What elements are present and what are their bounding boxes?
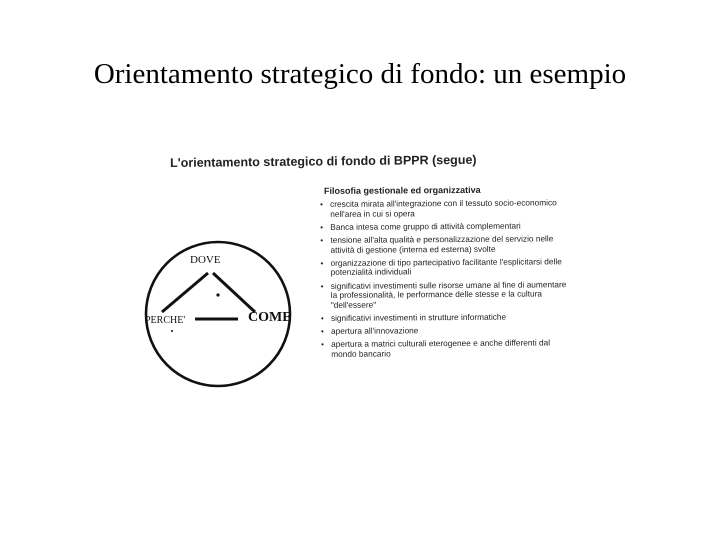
list-item: • crescita mirata all'integrazione con il tessuto socio-economico nell'area in cui si opera	[318, 198, 570, 219]
diagram-line-right	[213, 273, 255, 312]
diagram-label-dove: DOVE	[190, 254, 221, 266]
diagram-dot	[171, 330, 173, 332]
philosophy-section	[318, 184, 571, 363]
list-item: • apertura a matrici culturali eterogenee e anche differenti dal mondo bancario	[319, 339, 571, 360]
list-item: • tensione all'alta qualità e personalizzazione del servizio nelle attività di gestione (interna ed esterna) svolte	[318, 234, 570, 255]
diagram-label-perche: PERCHE'	[145, 315, 186, 326]
list-item: • significativi investimenti in strutture informatiche	[319, 312, 571, 323]
dove-perche-come-diagram	[140, 240, 310, 405]
slide-title: Orientamento strategico di fondo: un esempio	[93, 58, 627, 90]
philosophy-list	[318, 198, 571, 359]
diagram-label-come: COME	[248, 310, 292, 325]
list-item: • apertura all'innovazione	[319, 325, 571, 336]
philosophy-heading: Filosofia gestionale ed organizzativa	[323, 184, 481, 196]
scanned-figure	[140, 152, 570, 414]
diagram-dot	[216, 293, 219, 296]
diagram-line-left	[162, 273, 208, 312]
figure-heading: L'orientamento strategico di fondo di BPPR (segue)	[170, 152, 477, 170]
list-item: • organizzazione di tipo partecipativo facilitante l'esplicitarsi delle potenzialità individuali	[319, 257, 571, 278]
list-item: • significativi investimenti sulle risorse umane al fine di aumentare la professionalità, le performance delle stesse e la cultura "dell'essere"	[319, 280, 571, 311]
list-item: • Banca intesa come gruppo di attività complementari	[318, 221, 570, 232]
